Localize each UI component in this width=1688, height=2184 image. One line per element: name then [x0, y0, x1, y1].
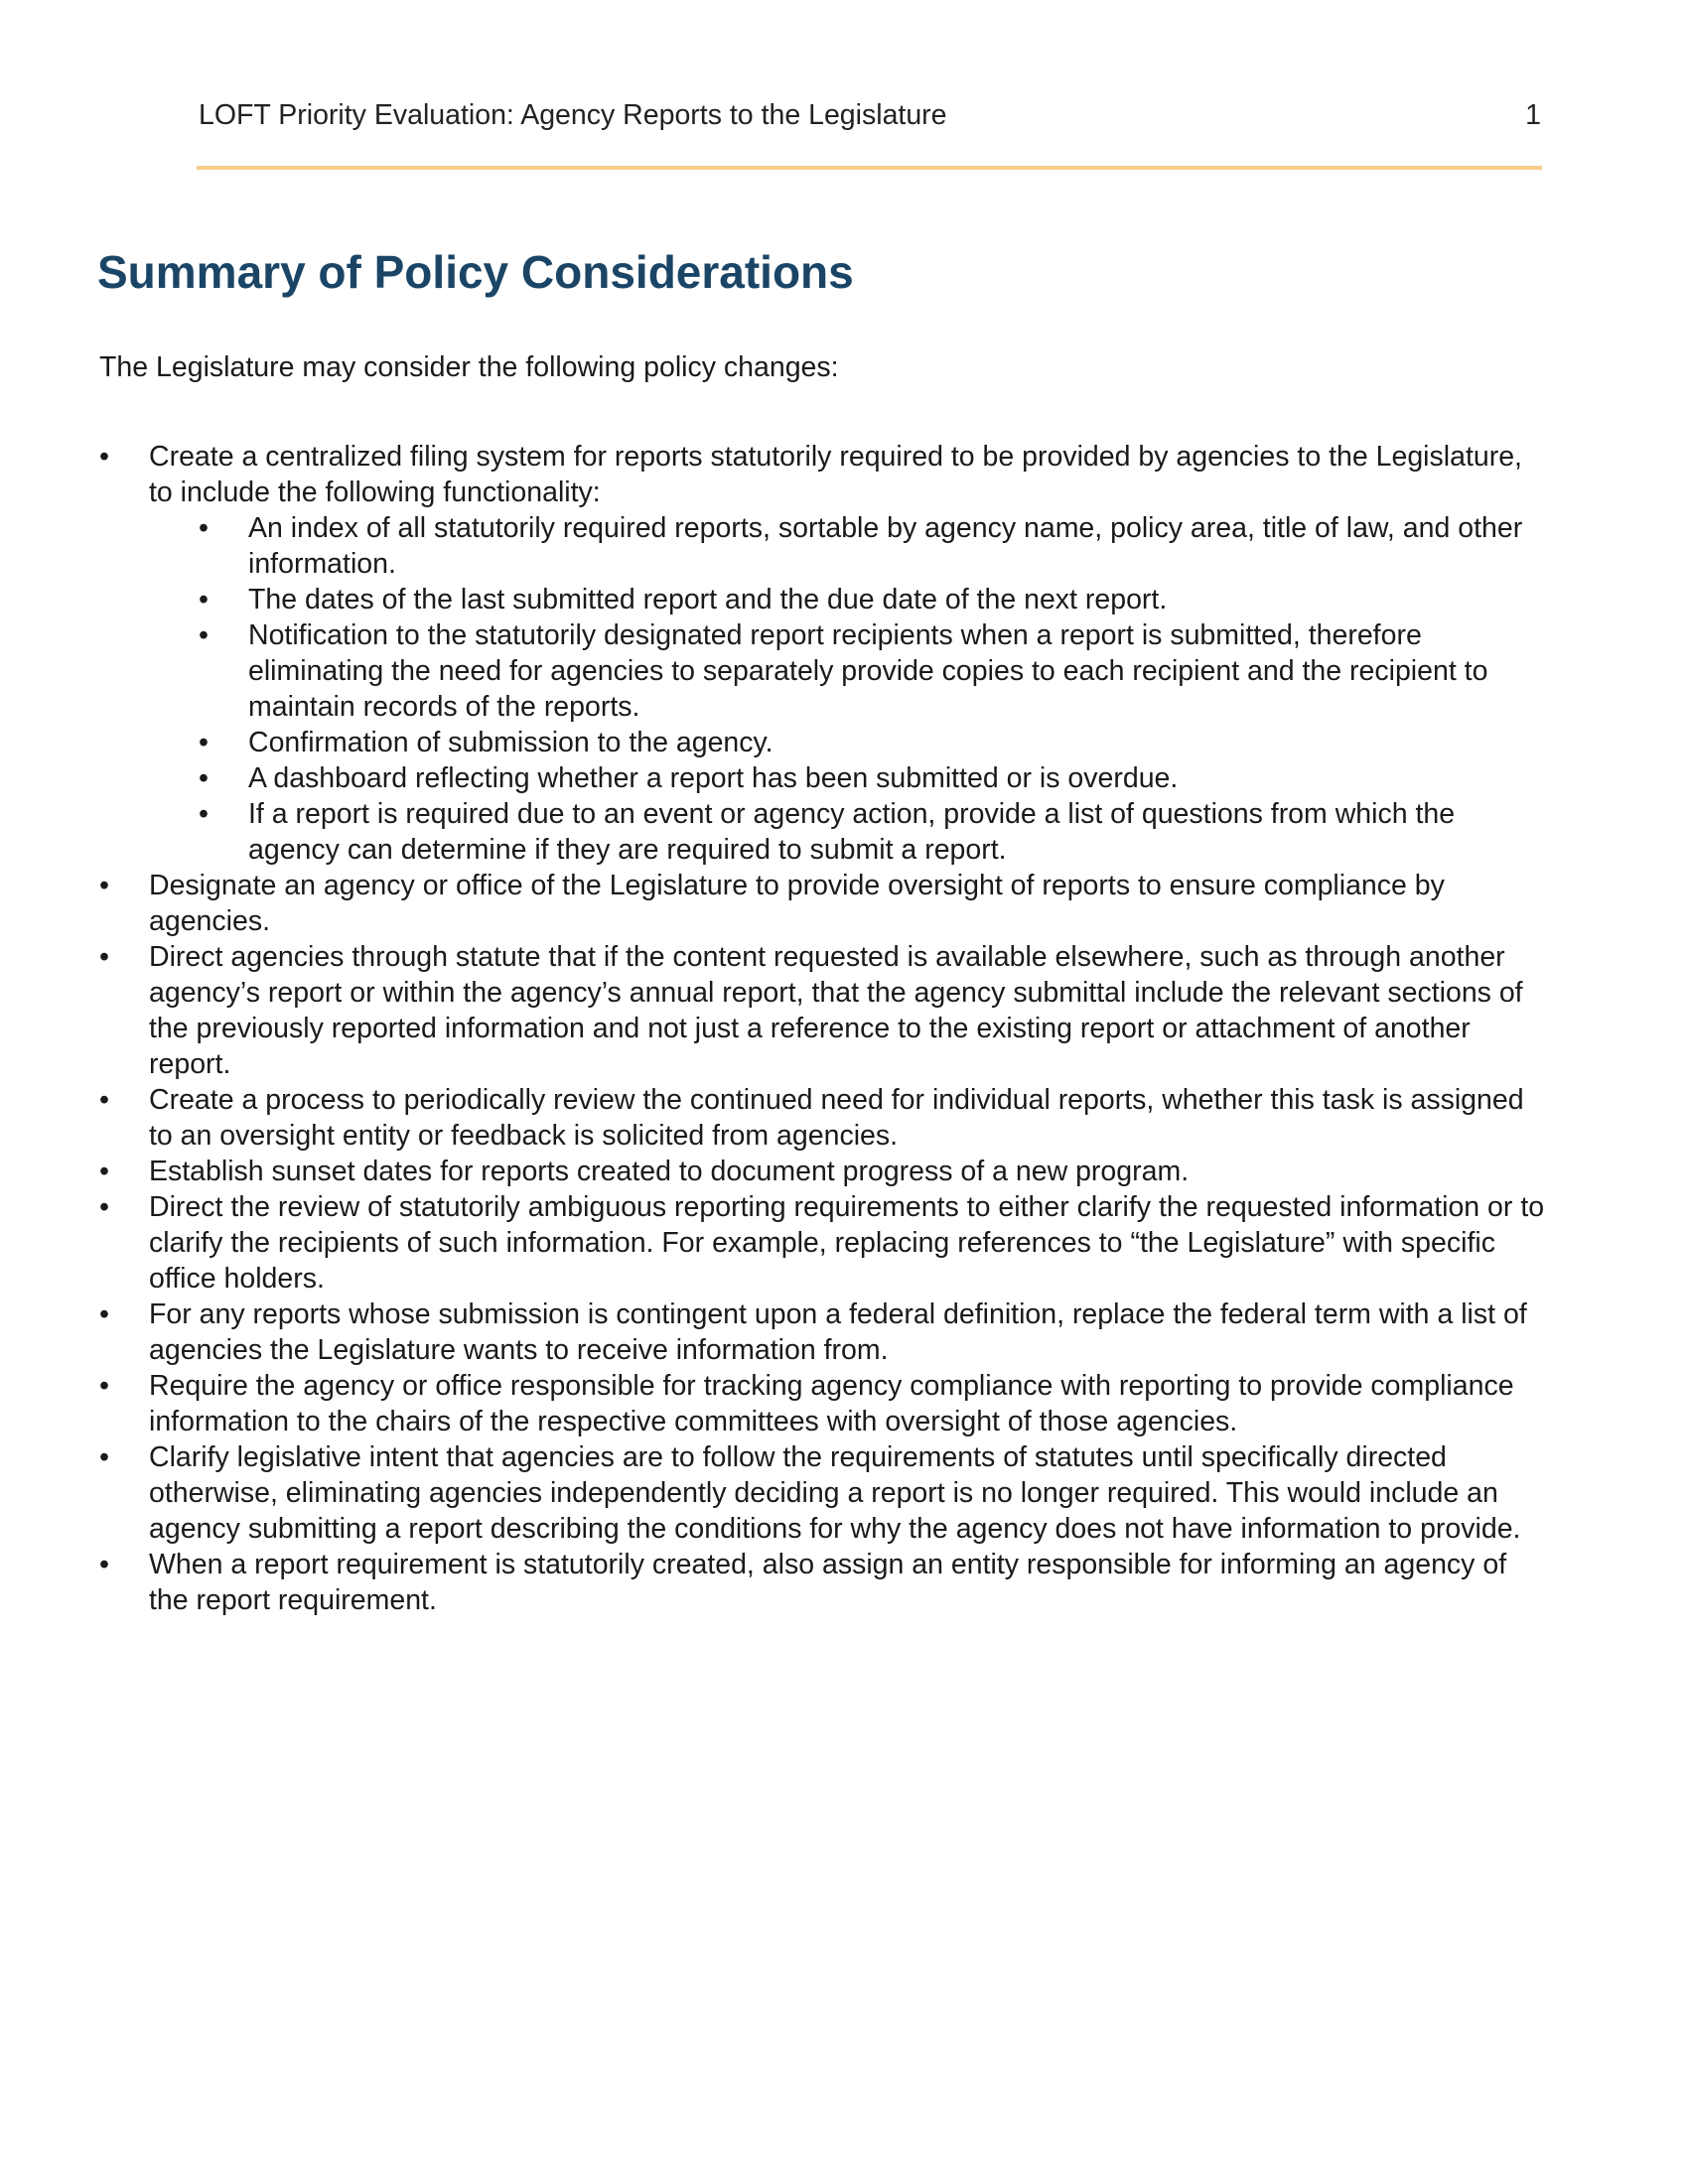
- bullet-icon: •: [199, 512, 209, 544]
- sub-list-item-text: An index of all statutorily required reports, sortable by agency name, policy area, title of law, and other information.: [248, 512, 1523, 580]
- page-number: 1: [1525, 99, 1541, 131]
- list-item-text: Direct the review of statutorily ambiguous reporting requirements to either clarify the requested information or to clarify the recipients of such information. For example, replacing references to “the Legislature” with specific office holders.: [149, 1191, 1545, 1295]
- list-item: [99, 1297, 1549, 1368]
- list-item-text: Direct agencies through statute that if the content requested is available elsewhere, such as through another agency’s report or within the agency’s annual report, that the agency submittal include the relevant sections of the previously reported information and not just a reference to the existing report or attachment of another report.: [149, 941, 1523, 1080]
- list-item: [99, 1154, 1549, 1189]
- intro-paragraph: The Legislature may consider the following policy changes:: [99, 351, 839, 383]
- running-header-title: LOFT Priority Evaluation: Agency Reports to the Legislature: [199, 99, 947, 131]
- sub-list-item: [199, 617, 1549, 725]
- header-divider: [197, 166, 1542, 170]
- bullet-icon: •: [199, 727, 209, 758]
- page-header: [199, 95, 1541, 135]
- sub-list-item-text: The dates of the last submitted report and the due date of the next report.: [248, 584, 1168, 615]
- bullet-icon: •: [99, 441, 109, 473]
- list-item: [99, 1368, 1549, 1439]
- sub-list-item-text: If a report is required due to an event or agency action, provide a list of questions from which the agency can determine if they are required to submit a report.: [248, 798, 1456, 866]
- sub-list-item: [199, 725, 1549, 760]
- list-item: [99, 439, 1549, 868]
- sub-list-item: [199, 582, 1549, 617]
- bullet-icon: •: [199, 798, 209, 830]
- list-item-text: For any reports whose submission is contingent upon a federal definition, replace the federal term with a list of agencies the Legislature wants to receive information from.: [149, 1298, 1527, 1366]
- bullet-icon: •: [99, 1298, 109, 1330]
- policy-considerations-list: [99, 439, 1549, 1618]
- bullet-icon: •: [99, 1441, 109, 1473]
- bullet-icon: •: [99, 1084, 109, 1116]
- sub-list-item: [199, 760, 1549, 796]
- bullet-icon: •: [199, 762, 209, 794]
- bullet-icon: •: [99, 1549, 109, 1580]
- list-item: [99, 1082, 1549, 1154]
- bullet-icon: •: [199, 619, 209, 651]
- sub-list-item-text: Notification to the statutorily designated report recipients when a report is submitted, therefore eliminating the need for agencies to separately provide copies to each recipient and the recipient to maintain records of the reports.: [248, 619, 1488, 723]
- list-item-text: Create a centralized filing system for reports statutorily required to be provided by agencies to the Legislature, to include the following functionality:: [149, 441, 1522, 508]
- bullet-icon: •: [99, 1370, 109, 1402]
- bullet-icon: •: [99, 1156, 109, 1187]
- list-item-text: Designate an agency or office of the Legislature to provide oversight of reports to ensure compliance by agencies.: [149, 870, 1445, 937]
- list-item-text: Require the agency or office responsible for tracking agency compliance with reporting to provide compliance information to the chairs of the respective committees with oversight of those agencies.: [149, 1370, 1514, 1437]
- bullet-icon: •: [99, 941, 109, 973]
- list-item: [99, 1439, 1549, 1547]
- list-item: [99, 939, 1549, 1082]
- bullet-icon: •: [99, 870, 109, 901]
- bullet-icon: •: [199, 584, 209, 615]
- list-item-text: Clarify legislative intent that agencies are to follow the requirements of statutes until specifically directed otherwise, eliminating agencies independently deciding a report is no longer required. This would include an agency submitting a report describing the conditions for why the agency does not have information to provide.: [149, 1441, 1521, 1545]
- list-item-text: Establish sunset dates for reports created to document progress of a new program.: [149, 1156, 1190, 1187]
- sub-list-item-text: A dashboard reflecting whether a report has been submitted or is overdue.: [248, 762, 1179, 794]
- list-item: [99, 868, 1549, 939]
- sub-list-item: [199, 796, 1549, 868]
- list-item-text: Create a process to periodically review the continued need for individual reports, whether this task is assigned to an oversight entity or feedback is solicited from agencies.: [149, 1084, 1524, 1152]
- bullet-icon: •: [99, 1191, 109, 1223]
- list-item: [99, 1189, 1549, 1297]
- sub-list-item: [199, 510, 1549, 582]
- list-item-text: When a report requirement is statutorily created, also assign an entity responsible for informing an agency of the report requirement.: [149, 1549, 1507, 1616]
- section-heading: Summary of Policy Considerations: [97, 246, 854, 298]
- functionality-sub-list: [149, 510, 1549, 868]
- sub-list-item-text: Confirmation of submission to the agency.: [248, 727, 774, 758]
- list-item: [99, 1547, 1549, 1618]
